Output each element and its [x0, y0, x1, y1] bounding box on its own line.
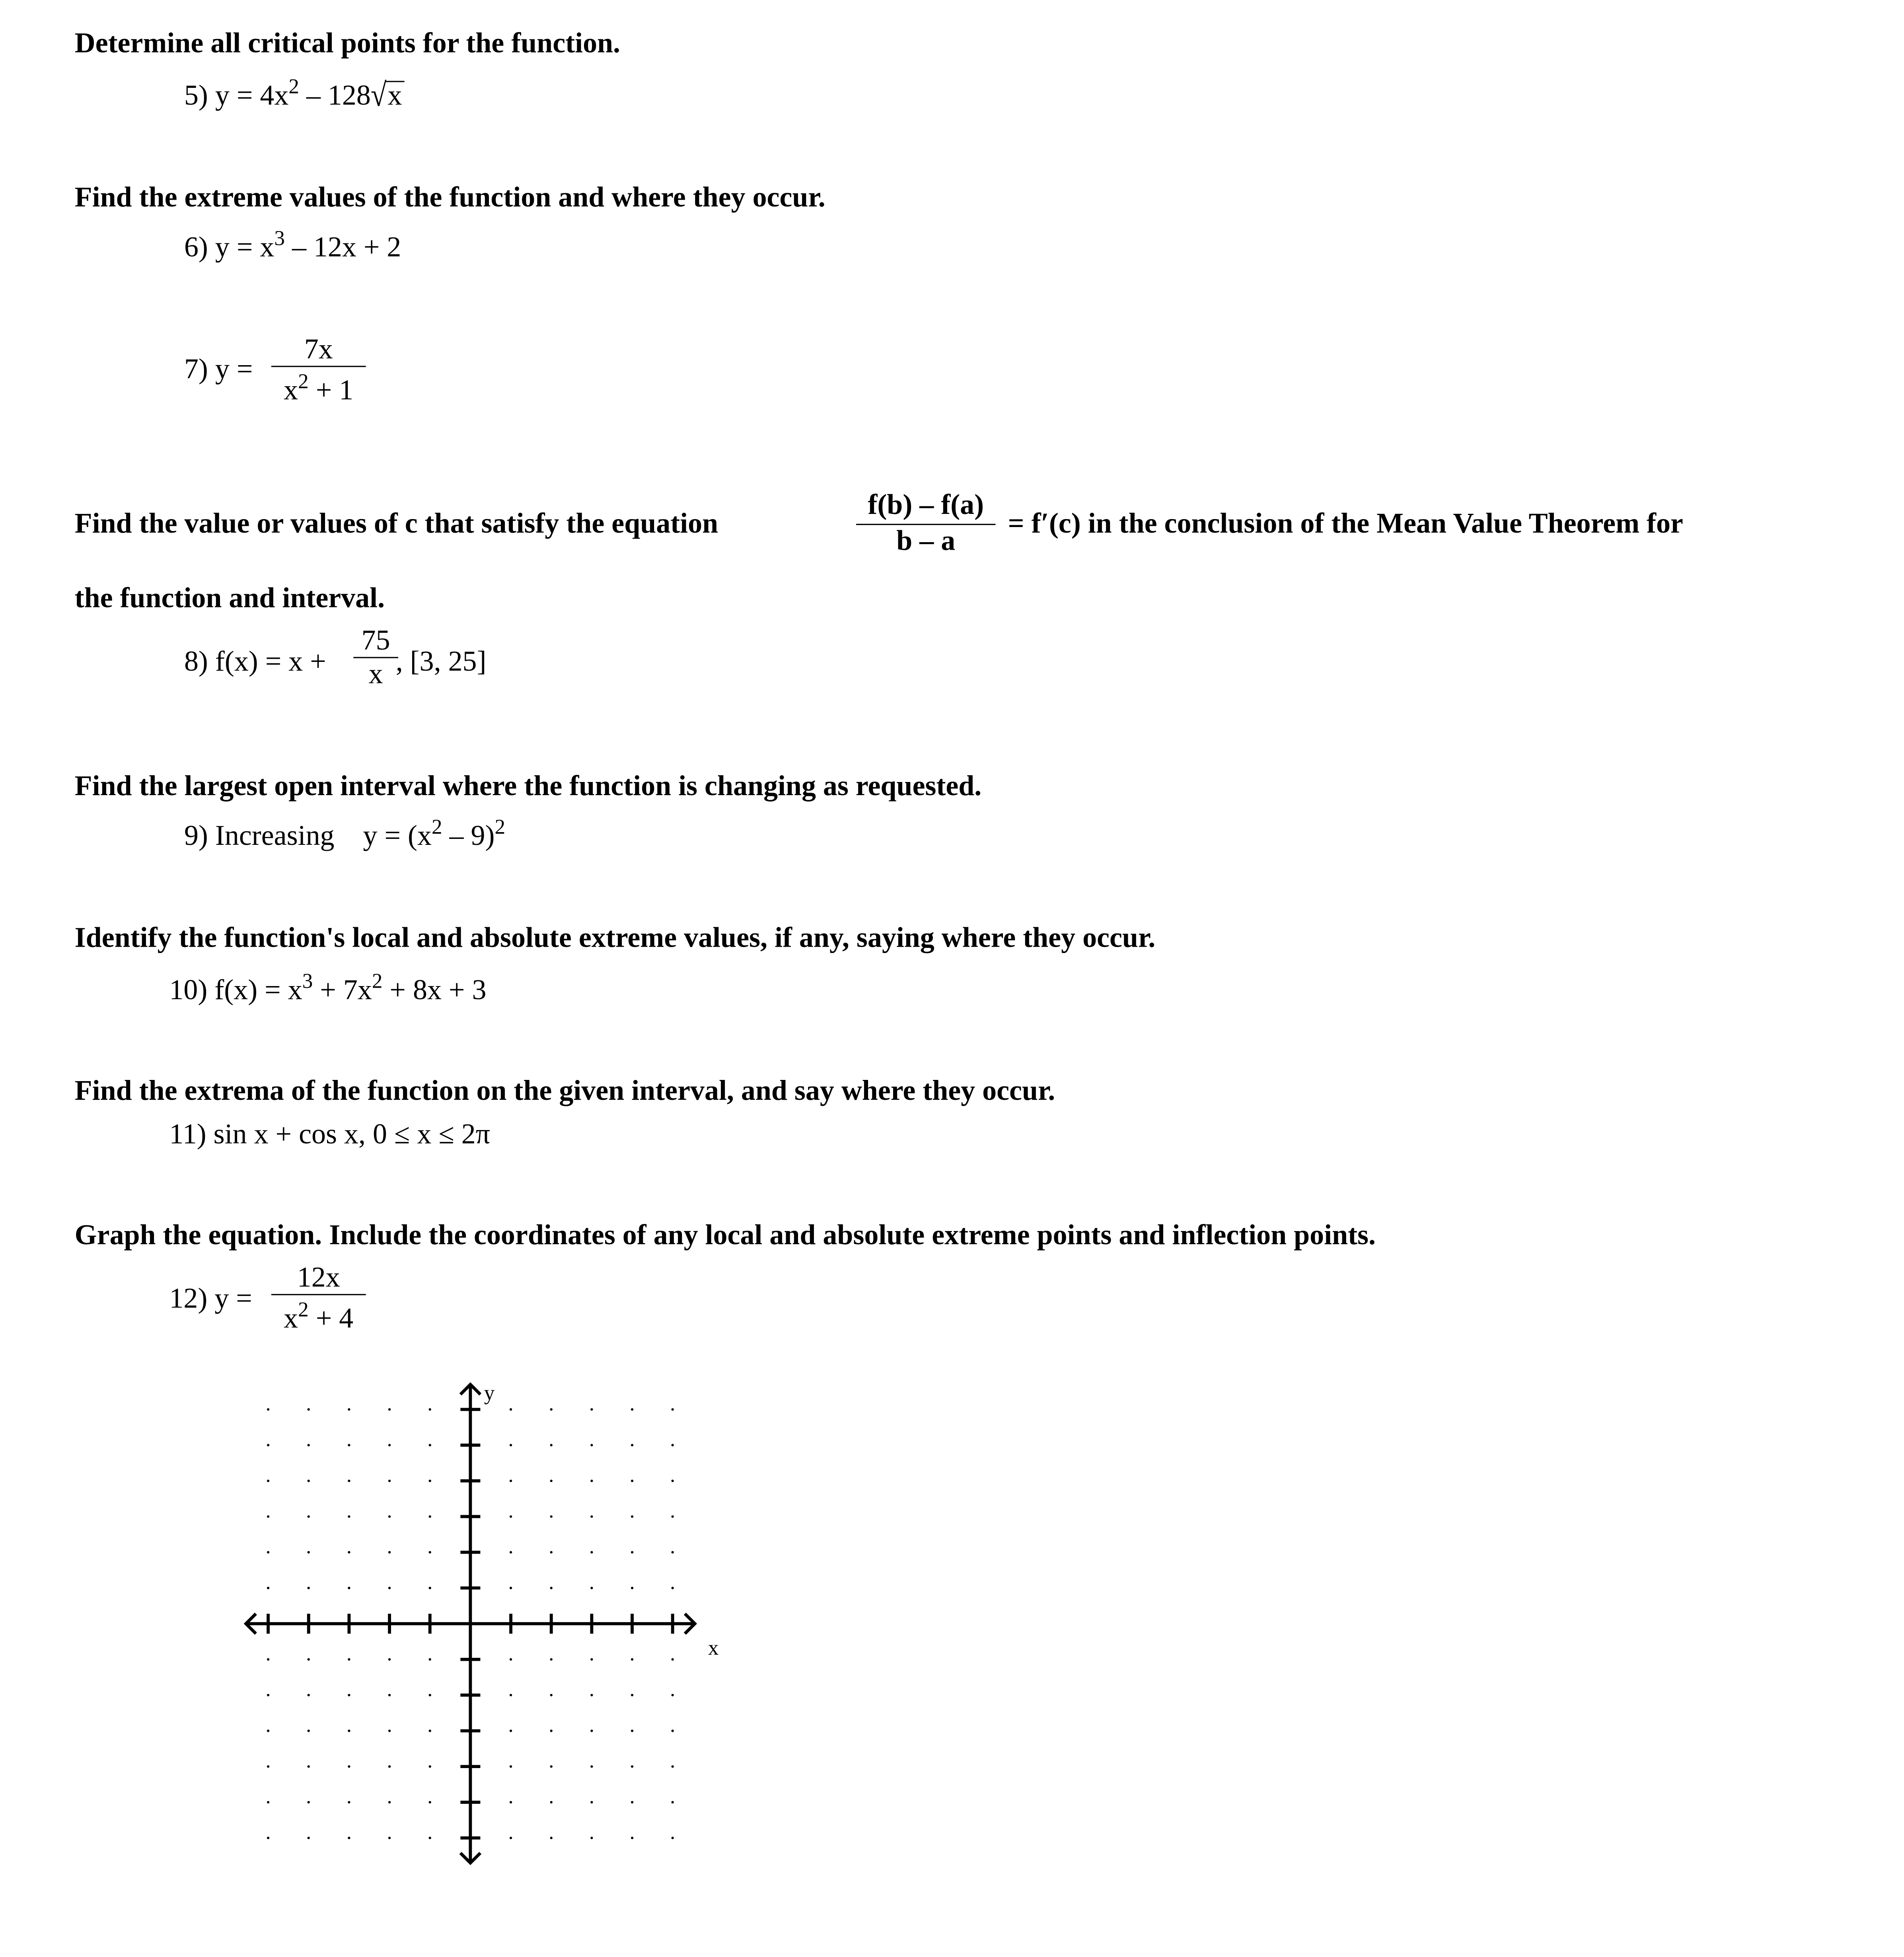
grid-dot: [348, 1765, 350, 1768]
grid-dot: [348, 1837, 350, 1839]
grid-dot: [388, 1765, 391, 1768]
grid-dot: [550, 1801, 553, 1803]
denominator: x: [353, 657, 398, 691]
expr: + 8x + 3: [382, 974, 487, 1006]
instruction-mvt-c: the function and interval.: [74, 582, 385, 614]
grid-dot: [550, 1551, 553, 1553]
grid-dot: [308, 1658, 310, 1661]
grid-dot: [267, 1765, 269, 1768]
grid-dot: [388, 1551, 391, 1553]
grid-dot: [590, 1837, 593, 1839]
numerator: 7x: [304, 333, 333, 365]
grid-dot: [348, 1480, 350, 1482]
grid-dot: [388, 1729, 391, 1732]
grid-dot: [631, 1515, 633, 1518]
grid-dot: [429, 1515, 431, 1518]
grid-dot: [308, 1515, 310, 1518]
grid-dot: [429, 1765, 431, 1768]
exponent: 3: [274, 226, 285, 250]
grid-dot: [308, 1837, 310, 1839]
problem-number: 8): [184, 646, 208, 677]
problem-number: 12): [169, 1282, 208, 1314]
grid-dot: [550, 1658, 553, 1661]
grid-dot: [631, 1801, 633, 1803]
problem-number: 5): [184, 80, 208, 111]
grid-dot: [510, 1587, 512, 1589]
grid-dot: [348, 1801, 350, 1803]
instruction-extrema-interval: Find the extrema of the function on the given interval, and say where they occur.: [74, 1075, 1055, 1106]
grid-dot: [510, 1551, 512, 1553]
grid-dot: [672, 1837, 674, 1839]
den-text: x: [284, 1303, 298, 1334]
grid-dot: [631, 1444, 633, 1446]
grid-dot: [308, 1444, 310, 1446]
grid-dot: [590, 1801, 593, 1803]
expr: y =: [215, 353, 253, 385]
expr: y =: [214, 1282, 252, 1314]
grid-dot: [550, 1837, 553, 1839]
grid-dot: [348, 1729, 350, 1732]
grid-dot: [672, 1658, 674, 1661]
grid-dot: [308, 1801, 310, 1803]
grid-dot: [672, 1408, 674, 1410]
instruction-graph: Graph the equation. Include the coordinates of any local and absolute extreme points and inflection points.: [74, 1219, 1376, 1251]
grid-dot: [348, 1444, 350, 1446]
grid-dot: [672, 1444, 674, 1446]
grid-dot: [308, 1729, 310, 1732]
grid-dot: [267, 1587, 269, 1589]
grid-dot: [429, 1658, 431, 1661]
grid-dot: [308, 1551, 310, 1553]
problem-number: 10): [169, 974, 208, 1006]
grid-dot: [672, 1694, 674, 1696]
grid-dot: [267, 1837, 269, 1839]
exponent: 2: [494, 815, 506, 839]
grid-dot: [550, 1765, 553, 1768]
grid-dot: [672, 1587, 674, 1589]
grid-dot: [267, 1658, 269, 1661]
den-text: + 4: [308, 1303, 354, 1334]
grid-dot: [348, 1694, 350, 1696]
exponent: 2: [288, 74, 299, 99]
instruction-critical-points: Determine all critical points for the function.: [74, 27, 621, 59]
grid-dot: [308, 1408, 310, 1410]
grid-dot: [510, 1765, 512, 1768]
grid-dot: [631, 1551, 633, 1553]
numerator: 75: [361, 624, 390, 656]
exponent: 2: [298, 370, 309, 393]
grid-dot: [388, 1480, 391, 1482]
grid-dot: [590, 1444, 593, 1446]
grid-dot: [267, 1801, 269, 1803]
grid-dot: [590, 1765, 593, 1768]
grid-dot: [672, 1515, 674, 1518]
grid-dot: [510, 1694, 512, 1696]
expr: – 128: [299, 80, 371, 111]
grid-dot: [590, 1551, 593, 1553]
grid-dot: [388, 1801, 391, 1803]
grid-dot: [590, 1408, 593, 1410]
grid-dot: [348, 1587, 350, 1589]
grid-dot: [631, 1408, 633, 1410]
grid-dot: [308, 1587, 310, 1589]
grid-dot: [348, 1658, 350, 1661]
expr: f(x) = x: [214, 974, 302, 1006]
expr: y = x: [215, 231, 275, 263]
grid-dot: [388, 1837, 391, 1839]
expr: y = (x: [363, 820, 432, 851]
grid-dot: [550, 1515, 553, 1518]
grid-dot: [550, 1444, 553, 1446]
instruction-mvt-b: = f′(c) in the conclusion of the Mean Value Theorem for: [1008, 508, 1683, 539]
expr: y = 4x: [215, 80, 289, 111]
grid-dot: [429, 1694, 431, 1696]
grid-dot: [672, 1729, 674, 1732]
grid-dot: [631, 1837, 633, 1839]
exponent: 2: [372, 969, 383, 993]
grid-dot: [308, 1694, 310, 1696]
grid-dot: [388, 1694, 391, 1696]
den-text: + 1: [308, 374, 354, 406]
grid-dot: [631, 1480, 633, 1482]
grid-dot: [348, 1515, 350, 1518]
grid-dot: [510, 1658, 512, 1661]
grid-dot: [348, 1551, 350, 1553]
expr: – 12x + 2: [285, 231, 401, 263]
exponent: 2: [298, 1298, 309, 1321]
grid-dot: [550, 1480, 553, 1482]
grid-dot: [631, 1694, 633, 1696]
numerator: 12x: [297, 1261, 340, 1293]
grid-dot: [429, 1444, 431, 1446]
grid-dot: [672, 1480, 674, 1482]
grid-dot: [510, 1801, 512, 1803]
problem-number: 6): [184, 231, 208, 263]
grid-dot: [672, 1801, 674, 1803]
grid-dot: [308, 1480, 310, 1482]
instruction-extreme-values: Find the extreme values of the function and where they occur.: [74, 181, 825, 213]
grid-dot: [429, 1587, 431, 1589]
label: Increasing: [215, 820, 335, 851]
exponent: 2: [431, 815, 442, 839]
grid-dot: [308, 1765, 310, 1768]
grid-dot: [388, 1587, 391, 1589]
grid-dot: [550, 1408, 553, 1410]
grid-dot: [550, 1587, 553, 1589]
grid-dot: [590, 1587, 593, 1589]
exponent: 3: [302, 969, 313, 993]
grid-dot: [267, 1480, 269, 1482]
grid-dot: [631, 1765, 633, 1768]
grid-dot: [429, 1837, 431, 1839]
grid-dot: [510, 1408, 512, 1410]
grid-dot: [388, 1444, 391, 1446]
grid-dot: [267, 1551, 269, 1553]
grid-dot: [672, 1551, 674, 1553]
grid-dot: [590, 1729, 593, 1732]
grid-dot: [388, 1408, 391, 1410]
grid-dot: [672, 1765, 674, 1768]
instruction-open-interval: Find the largest open interval where the function is changing as requested.: [74, 770, 982, 801]
grid-dot: [590, 1480, 593, 1482]
grid-dot: [550, 1729, 553, 1732]
grid-dot: [510, 1515, 512, 1518]
x-axis-label: x: [708, 1636, 719, 1660]
grid-dot: [267, 1515, 269, 1518]
expr: sin x + cos x, 0 ≤ x ≤ 2π: [213, 1119, 491, 1150]
grid-dot: [267, 1729, 269, 1732]
grid-dot: [631, 1658, 633, 1661]
grid-dot: [267, 1694, 269, 1696]
instruction-local-absolute: Identify the function's local and absolute extreme values, if any, saying where they occur.: [74, 922, 1156, 953]
grid-dot: [590, 1694, 593, 1696]
y-axis-label: y: [484, 1381, 495, 1405]
grid-dot: [348, 1408, 350, 1410]
radical-sign: √: [370, 77, 387, 113]
grid-dot: [388, 1515, 391, 1518]
expr: f(x) = x +: [215, 646, 326, 677]
grid-dot: [631, 1729, 633, 1732]
denominator: b – a: [856, 524, 995, 557]
radicand: x: [385, 81, 404, 109]
grid-dot: [510, 1729, 512, 1732]
grid-dot: [631, 1587, 633, 1589]
interval: , [3, 25]: [395, 646, 487, 677]
expr: + 7x: [313, 974, 372, 1006]
grid-dot: [550, 1694, 553, 1696]
grid-dot: [267, 1408, 269, 1410]
grid-dot: [429, 1729, 431, 1732]
grid-dot: [429, 1801, 431, 1803]
den-text: x: [284, 374, 298, 406]
expr: – 9): [442, 820, 495, 851]
grid-dot: [510, 1480, 512, 1482]
grid-dot: [429, 1408, 431, 1410]
grid-dot: [510, 1837, 512, 1839]
grid-dot: [429, 1551, 431, 1553]
grid-dot: [590, 1515, 593, 1518]
problem-number: 7): [184, 353, 208, 385]
grid-dot: [510, 1444, 512, 1446]
problem-number: 9): [184, 820, 208, 851]
grid-dot: [267, 1444, 269, 1446]
numerator: f(b) – f(a): [868, 489, 984, 520]
problem-number: 11): [169, 1119, 206, 1150]
grid-dot: [388, 1658, 391, 1661]
grid-dot: [590, 1658, 593, 1661]
instruction-mvt-a: Find the value or values of c that satisfy the equation: [74, 508, 718, 539]
grid-dot: [429, 1480, 431, 1482]
